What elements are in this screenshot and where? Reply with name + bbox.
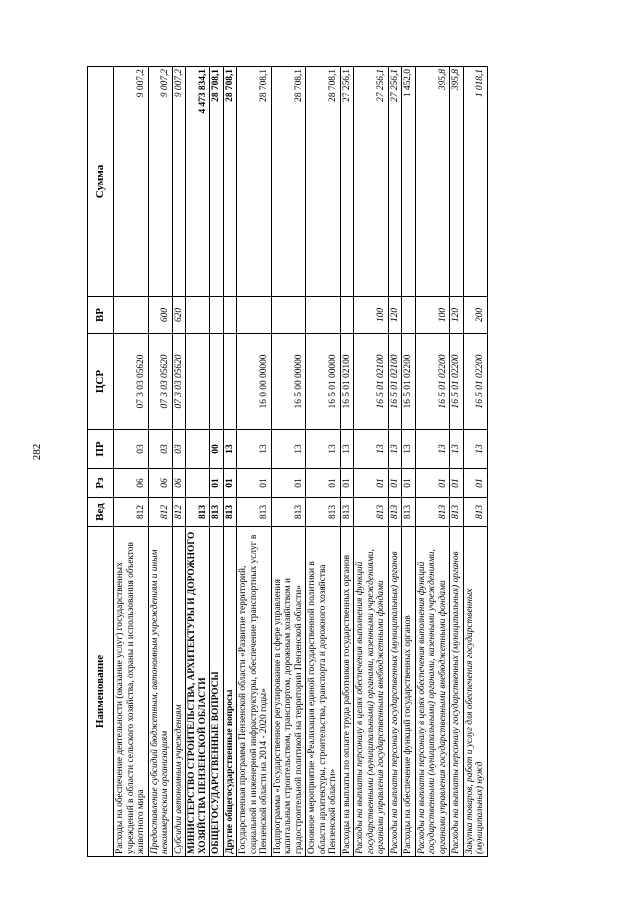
cell-rz: [186, 469, 210, 498]
cell-csr: 16 5 01 02100: [388, 334, 402, 430]
budget-table-rotated: [87, 67, 563, 857]
cell-csr: 16 5 01 02100: [354, 334, 389, 430]
cell-pr: [186, 430, 210, 469]
table-row: [306, 67, 341, 857]
header-sum: Сумма: [88, 67, 114, 297]
cell-rz: 06: [114, 469, 149, 498]
table-row: [415, 67, 450, 857]
cell-rz: 01: [223, 469, 237, 498]
cell-csr: 16 5 01 00000: [306, 334, 341, 430]
table-row: [463, 67, 487, 857]
cell-vr: [306, 297, 341, 334]
cell-pr: 13: [388, 430, 402, 469]
cell-name: Закупка товаров, работ и услуг для обеспечения государственных (муниципальных) нужд: [463, 527, 487, 857]
cell-name: Другие общегосударственные вопросы: [223, 527, 237, 857]
cell-rz: 06: [172, 469, 186, 498]
cell-name: Расходы на выплаты персоналу в целях обеспечения выполнения функций государственными (муниципальными) органами, казенными учреждениями, органами управления государственными внебюджетными фондами: [415, 527, 450, 857]
table-row: [172, 67, 186, 857]
cell-ved: 813: [463, 498, 487, 527]
cell-vr: [210, 297, 224, 334]
cell-ved: 813: [450, 498, 464, 527]
cell-pr: 13: [354, 430, 389, 469]
cell-rz: 01: [388, 469, 402, 498]
cell-pr: 13: [402, 430, 416, 469]
cell-rz: 01: [463, 469, 487, 498]
cell-rz: 01: [210, 469, 224, 498]
cell-sum: 28 708,1: [237, 67, 272, 297]
cell-pr: 13: [223, 430, 237, 469]
header-vr: ВР: [88, 297, 114, 334]
cell-name: Основное мероприятие «Реализация единой государственной политики в области архитектуры, строительства, транспорта и дорожного хозяйства Пензенской области»: [306, 527, 341, 857]
table-header-row: [88, 67, 114, 857]
cell-pr: 13: [415, 430, 450, 469]
cell-csr: [186, 334, 210, 430]
cell-ved: 813: [223, 498, 237, 527]
cell-rz: 01: [354, 469, 389, 498]
table-row: [186, 67, 210, 857]
cell-vr: 100: [354, 297, 389, 334]
header-ved: Вед: [88, 498, 114, 527]
cell-vr: [186, 297, 210, 334]
cell-sum: 395,8: [450, 67, 464, 297]
cell-ved: 813: [237, 498, 272, 527]
cell-rz: 01: [306, 469, 341, 498]
cell-csr: [210, 334, 224, 430]
cell-sum: 9 007,2: [172, 67, 186, 297]
cell-sum: 27 256,1: [340, 67, 354, 297]
cell-pr: 03: [114, 430, 149, 469]
cell-csr: 16 5 00 00000: [271, 334, 306, 430]
table-row: [210, 67, 224, 857]
cell-name: ОБЩЕГОСУДАРСТВЕННЫЕ ВОПРОСЫ: [210, 527, 224, 857]
cell-sum: 28 708,1: [306, 67, 341, 297]
cell-vr: [271, 297, 306, 334]
cell-vr: 120: [388, 297, 402, 334]
cell-sum: 27 256,1: [388, 67, 402, 297]
cell-rz: 01: [415, 469, 450, 498]
cell-pr: 13: [340, 430, 354, 469]
cell-pr: 13: [306, 430, 341, 469]
cell-name: Расходы на обеспечение функций государственных органов: [402, 527, 416, 857]
cell-vr: 620: [172, 297, 186, 334]
cell-ved: 813: [354, 498, 389, 527]
cell-pr: 13: [463, 430, 487, 469]
table-row: [340, 67, 354, 857]
cell-pr: 00: [210, 430, 224, 469]
cell-sum: 9 007,2: [114, 67, 149, 297]
cell-csr: 16 5 01 02200: [450, 334, 464, 430]
cell-csr: 16 5 01 02100: [340, 334, 354, 430]
cell-ved: 813: [210, 498, 224, 527]
cell-csr: 16 5 01 02200: [415, 334, 450, 430]
cell-rz: 01: [271, 469, 306, 498]
header-rz: Рз: [88, 469, 114, 498]
table-row: [223, 67, 237, 857]
cell-sum: 28 708,1: [210, 67, 224, 297]
cell-rz: 01: [450, 469, 464, 498]
cell-vr: [223, 297, 237, 334]
cell-csr: 07 3 03 05620: [114, 334, 149, 430]
cell-sum: 1 452,0: [402, 67, 416, 297]
cell-sum: 9 007,2: [148, 67, 172, 297]
cell-pr: 03: [172, 430, 186, 469]
cell-name: Субсидии автономным учреждениям: [172, 527, 186, 857]
cell-ved: 813: [415, 498, 450, 527]
header-name: Наименование: [88, 527, 114, 857]
cell-sum: 4 473 834,1: [186, 67, 210, 297]
cell-vr: 120: [450, 297, 464, 334]
header-csr: ЦСР: [88, 334, 114, 430]
cell-name: Расходы на выплаты персоналу государственных (муниципальных) органов: [450, 527, 464, 857]
cell-ved: 813: [306, 498, 341, 527]
page-number: 282: [31, 443, 43, 461]
cell-name: Государственная программа Пензенской области «Развитие территорий, социальной и инженерной инфраструктуры, обеспечение транспортных услуг в Пензенской области на 2014 - 2020 годы»: [237, 527, 272, 857]
table-row: [148, 67, 172, 857]
cell-vr: 100: [415, 297, 450, 334]
cell-vr: [237, 297, 272, 334]
cell-vr: 600: [148, 297, 172, 334]
table-row: [271, 67, 306, 857]
table-row: [402, 67, 416, 857]
cell-pr: 13: [450, 430, 464, 469]
cell-ved: 813: [402, 498, 416, 527]
cell-pr: 03: [148, 430, 172, 469]
cell-vr: 200: [463, 297, 487, 334]
cell-ved: 813: [388, 498, 402, 527]
cell-csr: 07 3 03 05620: [148, 334, 172, 430]
cell-csr: 16 0 00 00000: [237, 334, 272, 430]
table-body: [114, 67, 488, 857]
header-pr: ПР: [88, 430, 114, 469]
cell-ved: 812: [114, 498, 149, 527]
cell-sum: 1 018,1: [463, 67, 487, 297]
cell-sum: 395,8: [415, 67, 450, 297]
table-row: [450, 67, 464, 857]
cell-pr: 13: [271, 430, 306, 469]
cell-rz: 01: [237, 469, 272, 498]
cell-vr: [340, 297, 354, 334]
cell-csr: 16 5 01 02200: [463, 334, 487, 430]
cell-vr: [114, 297, 149, 334]
cell-sum: 28 708,1: [223, 67, 237, 297]
cell-rz: 01: [402, 469, 416, 498]
cell-name: Расходы на обеспечение деятельности (оказание услуг) государственных учреждений в области сельского хозяйства, охраны и использования объектов животного мира: [114, 527, 149, 857]
cell-name: Подпрограмма «Государственное регулирование в сфере управления капитальным строительством, транспортом, дорожным хозяйством и градостроительной политикой на территории Пензенской области»: [271, 527, 306, 857]
table-row: [354, 67, 389, 857]
cell-name: Расходы на выплаты по оплате труда работников государственных органов: [340, 527, 354, 857]
cell-sum: 28 708,1: [271, 67, 306, 297]
cell-ved: 812: [148, 498, 172, 527]
table-row: [114, 67, 149, 857]
cell-rz: 06: [148, 469, 172, 498]
table-row: [237, 67, 272, 857]
cell-csr: 16 5 01 02200: [402, 334, 416, 430]
cell-pr: 13: [237, 430, 272, 469]
cell-sum: 27 256,1: [354, 67, 389, 297]
cell-name: МИНИСТЕРСТВО СТРОИТЕЛЬСТВА, АРХИТЕКТУРЫ И ДОРОЖНОГО ХОЗЯЙСТВА ПЕНЗЕНСКОЙ ОБЛАСТИ: [186, 527, 210, 857]
cell-ved: 813: [186, 498, 210, 527]
cell-name: Расходы на выплаты персоналу в целях обеспечения выполнения функций государственными (муниципальными) органами, казенными учреждениями, органами управления государственными внебюджетными фондами: [354, 527, 389, 857]
cell-ved: 813: [340, 498, 354, 527]
cell-vr: [402, 297, 416, 334]
cell-name: Предоставление субсидий бюджетным, автономным учреждениям и иным некоммерческим организациям: [148, 527, 172, 857]
cell-rz: 01: [340, 469, 354, 498]
cell-name: Расходы на выплаты персоналу государственных (муниципальных) органов: [388, 527, 402, 857]
cell-ved: 812: [172, 498, 186, 527]
cell-csr: [223, 334, 237, 430]
budget-table: [87, 66, 488, 857]
cell-ved: 813: [271, 498, 306, 527]
cell-csr: 07 3 03 05620: [172, 334, 186, 430]
table-row: [388, 67, 402, 857]
